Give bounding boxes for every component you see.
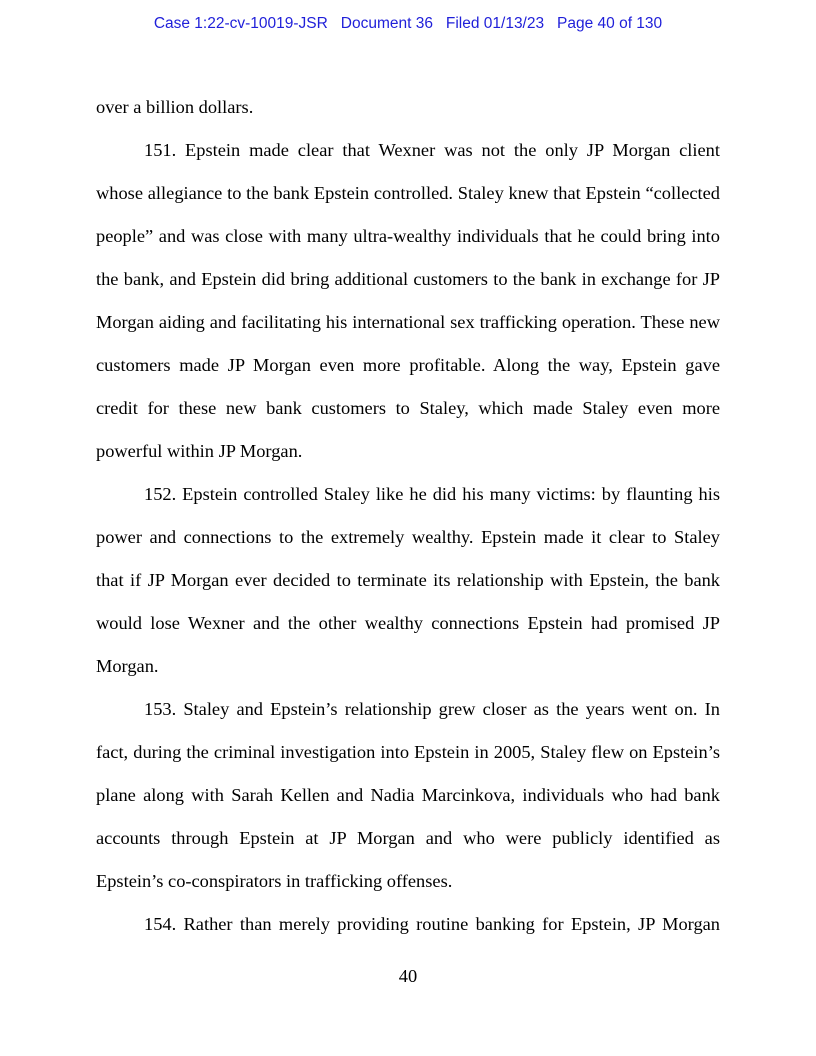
text-line: that if JP Morgan ever decided to terminate its relationship with Epstein, the bank (96, 570, 720, 590)
text-line: customers made JP Morgan even more profitable. Along the way, Epstein gave (96, 355, 720, 375)
text-line: accounts through Epstein at JP Morgan and who were publicly identified as (96, 828, 720, 848)
text-line: would lose Wexner and the other wealthy connections Epstein had promised JP (96, 613, 720, 633)
document-body (96, 86, 720, 946)
text-line: credit for these new bank customers to Staley, which made Staley even more (96, 398, 720, 418)
paragraph-152-first-line: 152. Epstein controlled Staley like he did his many victims: by flaunting his (144, 484, 720, 504)
text-line: power and connections to the extremely wealthy. Epstein made it clear to Staley (96, 527, 720, 547)
page-number: 40 (398, 966, 418, 986)
text-line: the bank, and Epstein did bring additional customers to the bank in exchange for JP (96, 269, 720, 289)
paragraph-153-first-line: 153. Staley and Epstein’s relationship grew closer as the years went on. In (144, 699, 720, 719)
text-line: people” and was close with many ultra-wealthy individuals that he could bring into (96, 226, 720, 246)
case-header: Case 1:22-cv-10019-JSR Document 36 Filed 01/13/23 Page 40 of 130 (153, 15, 663, 32)
text-line: fact, during the criminal investigation into Epstein in 2005, Staley flew on Epstein’s (96, 742, 720, 762)
text-line: Morgan aiding and facilitating his international sex trafficking operation. These new (96, 312, 720, 332)
text-line: Epstein’s co-conspirators in trafficking offenses. (96, 871, 453, 891)
paragraph-151-first-line: 151. Epstein made clear that Wexner was not the only JP Morgan client (144, 140, 720, 160)
text-line: plane along with Sarah Kellen and Nadia Marcinkova, individuals who had bank (96, 785, 720, 805)
paragraph-154-first-line: 154. Rather than merely providing routine banking for Epstein, JP Morgan (144, 914, 720, 934)
text-line: powerful within JP Morgan. (96, 441, 303, 461)
text-line: Morgan. (96, 656, 159, 676)
text-line: whose allegiance to the bank Epstein controlled. Staley knew that Epstein “collected (96, 183, 720, 203)
text-line: over a billion dollars. (96, 97, 254, 117)
